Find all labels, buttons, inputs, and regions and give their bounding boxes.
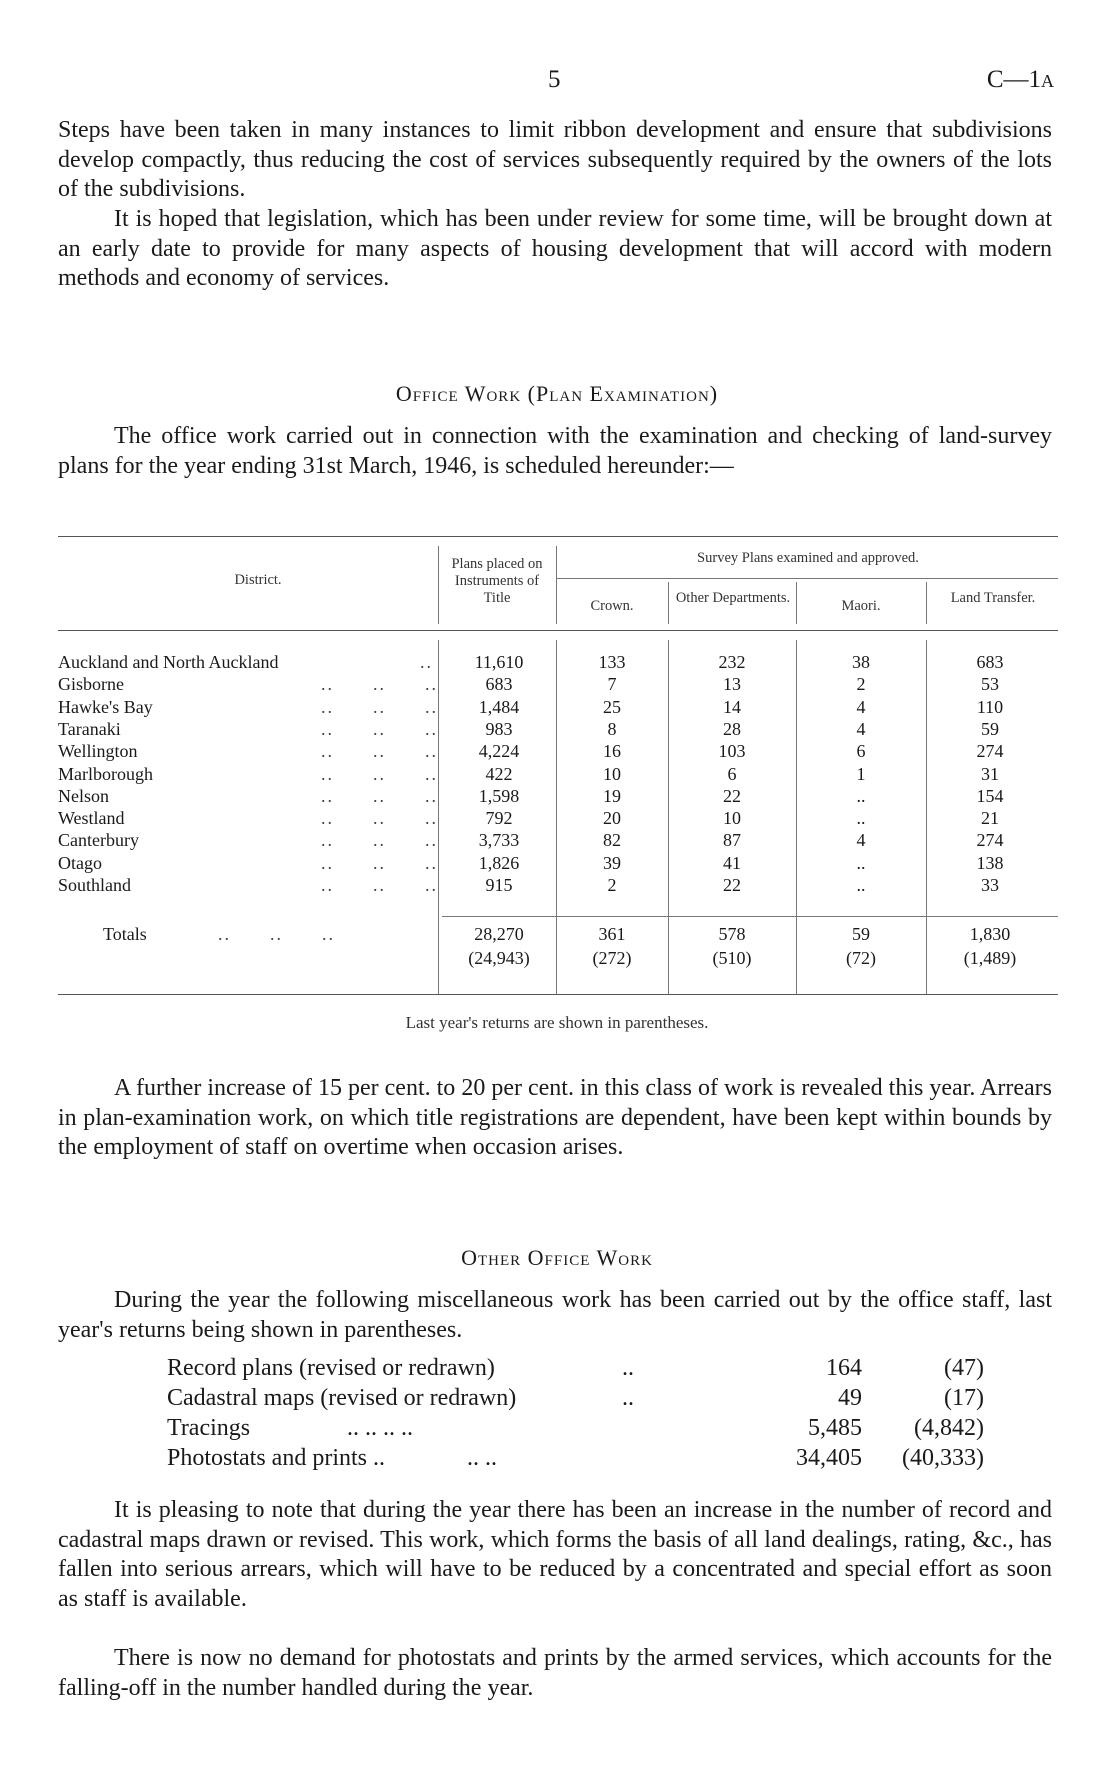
totals-land-transfer: 1,830 (969, 924, 1011, 944)
cell-maori: 38 (852, 652, 870, 672)
cell-other: 87 (723, 830, 741, 851)
table-row (58, 830, 1058, 852)
totals-leader-dots: .. .. .. (218, 924, 335, 944)
closing-paragraph-2: There is now no demand for photostats and prints by the armed services, which accounts for the falling-off in the number handled during the year. (58, 1645, 1052, 1701)
table-footnote: Last year's returns are shown in parentheses. (405, 1013, 709, 1032)
table-row (58, 764, 1058, 786)
cell-lt: 53 (981, 674, 999, 695)
table-bottom-rule (58, 994, 1058, 995)
totals-label: Totals (103, 924, 147, 944)
table-row (58, 741, 1058, 763)
cell-crown: 2 (607, 875, 617, 895)
header-land-transfer: Land Transfer. (950, 590, 1036, 606)
section-heading-plan-examination: Office Work (Plan Examination) (395, 381, 719, 406)
item-previous: (40,333) (902, 1445, 984, 1471)
leader-dots: .. .. .. (321, 674, 438, 695)
plan-examination-table (58, 536, 1058, 998)
cell-other: 10 (723, 808, 741, 829)
leader-dots: .. .. .. (321, 718, 438, 739)
district-name: Hawke's Bay (58, 696, 153, 717)
cell-maori: 4 (856, 830, 866, 851)
list-item (167, 1415, 984, 1445)
table-top-rule (58, 536, 1058, 537)
intro-paragraph-2: It is hoped that legislation, which has been under review for some time, will be brought down at an early date to provide for many aspects of housing development that will accord with modern methods and economy of services. (58, 206, 1052, 291)
cell-crown: 25 (603, 696, 621, 717)
item-previous: (4,842) (914, 1415, 984, 1441)
item-previous: (47) (944, 1355, 984, 1381)
cell-plans: 1,826 (478, 852, 520, 873)
cell-lt: 138 (976, 852, 1004, 873)
cell-plans: 915 (485, 875, 513, 895)
cell-crown: 133 (598, 652, 626, 672)
table-row (58, 808, 1058, 830)
document-reference (987, 66, 1054, 94)
previous-other: (510) (712, 948, 752, 968)
previous-maori: (72) (846, 948, 876, 968)
cell-maori: 6 (856, 741, 866, 762)
page-header (0, 66, 1114, 106)
leader-dots: .. .. .. (321, 741, 438, 762)
cell-maori: 4 (856, 718, 866, 739)
cell-other: 13 (723, 674, 741, 695)
cell-plans: 11,610 (474, 652, 524, 672)
cell-lt: 154 (976, 785, 1004, 806)
item-previous: (17) (944, 1385, 984, 1411)
leader-dots: .. .. .. (321, 852, 438, 873)
cell-maori: 2 (856, 674, 866, 695)
district-name: Marlborough (58, 763, 153, 784)
item-value: 5,485 (808, 1415, 862, 1441)
closing-paragraph-1: It is pleasing to note that during the year there has been an increase in the number of record and cadastral maps drawn or revised. This work, which forms the basis of all land dealings, rating, &c., has fallen into serious arrears, which will have to be reduced by a concentrated and special effort as soon as staff is available. (58, 1497, 1052, 1612)
cell-other: 41 (723, 852, 741, 873)
cell-lt: 21 (981, 808, 999, 829)
previous-crown: (272) (592, 948, 632, 968)
table-row (58, 697, 1058, 719)
table-row (58, 674, 1058, 696)
cell-plans: 983 (485, 718, 513, 739)
cell-plans: 422 (485, 763, 513, 784)
totals-other: 578 (718, 924, 746, 944)
district-name: Westland (58, 808, 125, 829)
cell-crown: 10 (603, 763, 621, 784)
cell-lt: 274 (976, 830, 1004, 851)
totals-plans: 28,270 (474, 924, 524, 944)
totals-crown: 361 (598, 924, 626, 944)
cell-maori: .. (856, 808, 866, 829)
item-label: Cadastral maps (revised or redrawn) (167, 1385, 517, 1411)
section-intro-paragraph: The office work carried out in connection with the examination and checking of land-survey plans for the year ending 31st March, 1946, is scheduled hereunder:— (58, 423, 1052, 479)
reference-main: C—1 (986, 66, 1041, 93)
cell-lt: 683 (976, 652, 1004, 672)
cell-lt: 59 (981, 718, 999, 739)
cell-plans: 4,224 (478, 741, 520, 762)
item-value: 49 (838, 1385, 862, 1411)
item-label: Photostats and prints .. (167, 1445, 386, 1471)
leader-dots: .. (420, 652, 433, 672)
district-name: Southland (58, 875, 132, 895)
list-item (167, 1385, 984, 1415)
cell-crown: 8 (607, 718, 617, 739)
cell-other: 103 (718, 741, 746, 762)
header-maori: Maori. (841, 598, 881, 614)
district-name: Gisborne (58, 674, 124, 695)
district-name: Taranaki (58, 718, 121, 739)
cell-other: 22 (723, 875, 741, 895)
cell-lt: 33 (981, 875, 999, 895)
item-value: 164 (826, 1355, 862, 1381)
cell-crown: 39 (603, 852, 621, 873)
cell-crown: 82 (603, 830, 621, 851)
cell-other: 232 (718, 652, 746, 672)
other-work-intro-paragraph: During the year the following miscellaneous work has been carried out by the office staff, last year's returns being shown in parentheses. (58, 1287, 1052, 1343)
cell-crown: 20 (603, 808, 621, 829)
item-label: Record plans (revised or redrawn) (167, 1355, 495, 1381)
district-name: Canterbury (58, 830, 139, 851)
totals-maori: 59 (852, 924, 870, 944)
cell-lt: 110 (976, 696, 1004, 717)
leader-dots: .. .. .. (321, 696, 438, 717)
leader-dots: .. .. .. (321, 830, 438, 851)
table-row (58, 652, 1058, 674)
cell-lt: 274 (976, 741, 1004, 762)
leader-dots: .. .. .. (321, 785, 438, 806)
cell-crown: 7 (607, 674, 617, 695)
header-crown: Crown. (590, 598, 634, 614)
totals-row (58, 924, 1058, 946)
cell-crown: 16 (603, 741, 621, 762)
cell-maori: .. (856, 785, 866, 806)
district-name: Nelson (58, 785, 109, 806)
cell-crown: 19 (603, 785, 621, 806)
table-header-rule (58, 630, 1058, 631)
cell-maori: .. (856, 852, 866, 873)
leader-dots: .. .. .. (321, 763, 438, 784)
cell-other: 14 (723, 696, 741, 717)
cell-other: 22 (723, 785, 741, 806)
district-name: Otago (58, 852, 102, 873)
cell-plans: 792 (485, 808, 513, 829)
cell-maori: .. (856, 875, 866, 895)
district-name: Auckland and North Auckland (58, 652, 279, 672)
leader-dots: .. .. .. (321, 808, 438, 829)
previous-land-transfer: (1,489) (963, 948, 1017, 968)
cell-other: 6 (727, 763, 737, 784)
table-row (58, 853, 1058, 875)
intro-paragraph-1: Steps have been taken in many instances to limit ribbon development and ensure that subdivisions develop compactly, thus reducing the cost of services subsequently required by the owners of the lots of the subdivisions. (58, 117, 1052, 202)
cell-plans: 1,598 (478, 785, 520, 806)
header-district: District. (234, 572, 282, 588)
after-table-paragraph: A further increase of 15 per cent. to 20 per cent. in this class of work is revealed this year. Arrears in plan-examination work, on which title registrations are dependent, have been kept within bounds by the employment of staff on overtime when occasion arises. (58, 1075, 1052, 1160)
section-heading-other-office-work: Other Office Work (461, 1245, 653, 1270)
table-row (58, 875, 1058, 897)
table-row (58, 786, 1058, 808)
cell-lt: 31 (981, 763, 999, 784)
previous-year-row (58, 948, 1058, 970)
list-item (167, 1445, 984, 1475)
reference-suffix: A (1041, 71, 1054, 91)
cell-plans: 3,733 (478, 830, 520, 851)
table-row (58, 719, 1058, 741)
item-value: 34,405 (796, 1445, 862, 1471)
item-dots: .. (622, 1385, 634, 1411)
header-plans-placed: Plans placed on Instruments of Title (451, 556, 543, 606)
previous-plans: (24,943) (468, 948, 530, 968)
item-label: Tracings (167, 1415, 251, 1441)
cell-plans: 1,484 (478, 696, 520, 717)
list-item (167, 1355, 984, 1385)
item-dots: .. (622, 1355, 634, 1381)
page-number: 5 (548, 66, 561, 93)
header-survey-plans: Survey Plans examined and approved. (697, 550, 919, 566)
cell-plans: 683 (485, 674, 513, 695)
header-other-departments: Other Departments. (675, 590, 791, 606)
cell-other: 28 (723, 718, 741, 739)
leader-dots: .. .. .. (321, 875, 438, 895)
cell-maori: 1 (856, 763, 866, 784)
cell-maori: 4 (856, 696, 866, 717)
district-name: Wellington (58, 741, 138, 762)
item-dots: .. .. .. .. (347, 1415, 413, 1441)
item-dots: .. .. (467, 1445, 497, 1471)
